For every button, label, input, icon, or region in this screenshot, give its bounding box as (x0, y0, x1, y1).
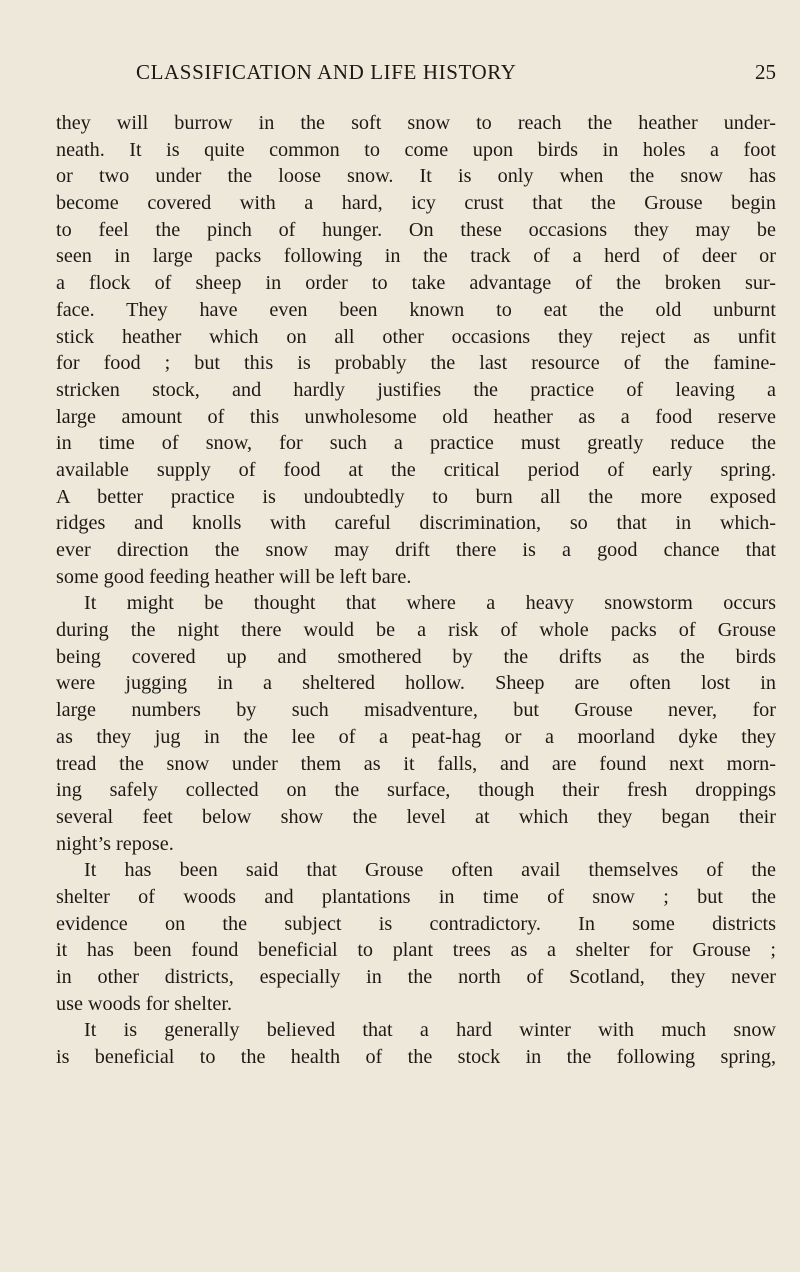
body-text (56, 110, 776, 1071)
text-line: ever direction the snow may drift there is a good chance that (56, 539, 776, 561)
text-line: A better practice is undoubtedly to burn all the more exposed (56, 485, 776, 508)
text-line: in time of snow, for such a practice must greatly reduce the (56, 432, 776, 455)
text-line: ing safely collected on the surface, though their fresh droppings (56, 779, 776, 802)
text-line: large amount of this unwholesome old heather as a food reserve (56, 405, 776, 428)
text-line: to feel the pinch of hunger. On these occasions they may be (56, 218, 776, 241)
text-line: face. They have even been known to eat the old unburnt (56, 298, 776, 321)
text-line: night’s repose. (56, 832, 174, 855)
text-line: tread the snow under them as it falls, and are found next morn- (56, 752, 776, 775)
running-head (136, 60, 776, 90)
text-line: during the night there would be a risk of whole packs of Grouse (56, 619, 776, 642)
text-line: is beneficial to the health of the stock in the following spring, (56, 1046, 776, 1069)
text-line: were jugging in a sheltered hollow. Sheep are often lost in (56, 672, 776, 695)
text-line: It might be thought that where a heavy snowstorm occurs (84, 592, 776, 615)
text-line: or two under the loose snow. It is only when the snow has (56, 165, 776, 188)
text-line: large numbers by such misadventure, but Grouse never, for (56, 699, 776, 722)
text-line: ridges and knolls with careful discrimination, so that in which- (56, 512, 776, 535)
text-line: some good feeding heather will be left bare. (56, 565, 412, 588)
text-line: several feet below show the level at which they began their (56, 805, 776, 828)
page-number: 25 (755, 60, 776, 84)
running-title: CLASSIFICATION AND LIFE HISTORY (136, 60, 517, 84)
text-line: being covered up and smothered by the drifts as the birds (56, 645, 776, 668)
text-line: use woods for shelter. (56, 992, 233, 1015)
text-line: they will burrow in the soft snow to reach the heather under- (56, 112, 776, 134)
text-line: It has been said that Grouse often avail themselves of the (84, 859, 776, 882)
text-line: It is generally believed that a hard winter with much snow (84, 1019, 776, 1042)
text-line: seen in large packs following in the track of a herd of deer or (56, 245, 776, 268)
text-line: it has been found beneficial to plant trees as a shelter for Grouse ; (56, 939, 776, 962)
text-line: evidence on the subject is contradictory. In some districts (56, 912, 776, 935)
text-line: stricken stock, and hardly justifies the practice of leaving a (56, 378, 776, 401)
text-line: for food ; but this is probably the last resource of the famine- (56, 352, 776, 375)
text-line: stick heather which on all other occasions they reject as unfit (56, 325, 776, 348)
text-line: available supply of food at the critical period of early spring. (56, 458, 776, 481)
text-line: as they jug in the lee of a peat-hag or a moorland dyke they (56, 725, 776, 748)
text-line: a flock of sheep in order to take advantage of the broken sur- (56, 272, 776, 295)
text-line: shelter of woods and plantations in time of snow ; but the (56, 885, 776, 908)
text-line: in other districts, especially in the north of Scotland, they never (56, 966, 776, 988)
text-line: become covered with a hard, icy crust that the Grouse begin (56, 192, 776, 215)
text-line: neath. It is quite common to come upon birds in holes a foot (56, 138, 776, 161)
